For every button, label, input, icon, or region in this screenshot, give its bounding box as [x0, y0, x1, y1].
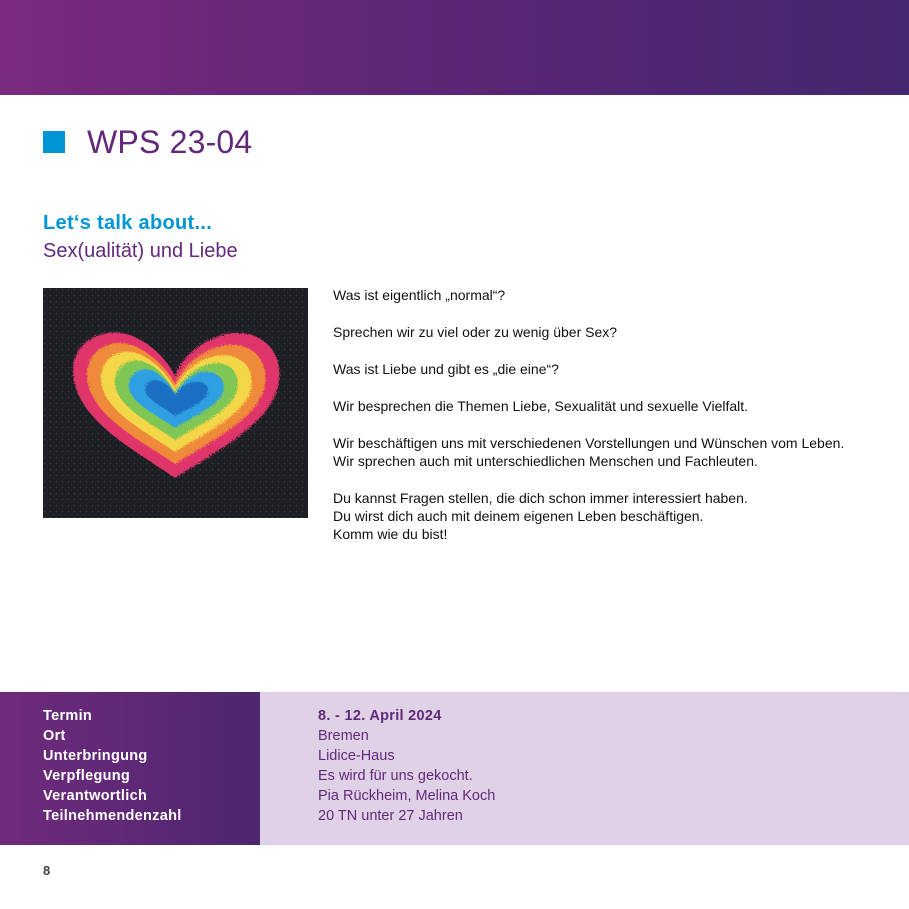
paragraph-3: Was ist Liebe und gibt es „die eine“?: [333, 361, 559, 377]
title-square-icon: [43, 131, 65, 153]
info-label-termin: Termin: [43, 708, 93, 724]
page-title: WPS 23-04: [87, 123, 253, 160]
heading-subtitle: Sex(ualität) und Liebe: [43, 240, 238, 262]
rainbow-heart-image: [43, 288, 308, 518]
header-band: [0, 0, 909, 95]
paragraph-5a: Wir beschäftigen uns mit verschiedenen Vorstellungen und Wünschen vom Leben.: [333, 435, 845, 451]
paragraph-2: Sprechen wir zu viel oder zu wenig über Sex?: [333, 324, 618, 340]
title-row: [43, 122, 252, 162]
info-value-termin: 8. - 12. April 2024: [318, 708, 442, 724]
info-values: [318, 706, 495, 826]
info-value-ort: Bremen: [318, 728, 369, 744]
paragraph-5b: Wir sprechen auch mit unterschiedlichen Menschen und Fachleuten.: [333, 453, 758, 469]
heading-kicker: Let‘s talk about...: [43, 212, 213, 234]
info-label-verpflegung: Verpflegung: [43, 768, 131, 784]
info-labels: [43, 706, 182, 826]
paragraph-1: Was ist eigentlich „normal“?: [333, 287, 506, 303]
info-value-unterbringung: Lidice-Haus: [318, 748, 395, 764]
description-text: [333, 286, 873, 543]
info-label-verantwortlich: Verantwortlich: [43, 788, 148, 804]
page-number: 8: [43, 863, 51, 878]
info-label-unterbringung: Unterbringung: [43, 748, 148, 764]
info-value-verpflegung: Es wird für uns gekocht.: [318, 768, 473, 784]
paragraph-6b: Du wirst dich auch mit deinem eigenen Leben beschäftigen.: [333, 508, 704, 524]
paragraph-6c: Komm wie du bist!: [333, 526, 448, 542]
paragraph-4: Wir besprechen die Themen Liebe, Sexualität und sexuelle Vielfalt.: [333, 398, 749, 414]
info-label-teilnehmendenzahl: Teilnehmendenzahl: [43, 808, 182, 824]
paragraph-6a: Du kannst Fragen stellen, die dich schon immer interessiert haben.: [333, 490, 748, 506]
info-label-ort: Ort: [43, 728, 66, 744]
info-value-verantwortlich: Pia Rückheim, Melina Koch: [318, 788, 496, 804]
info-value-teilnehmendenzahl: 20 TN unter 27 Jahren: [318, 808, 463, 824]
